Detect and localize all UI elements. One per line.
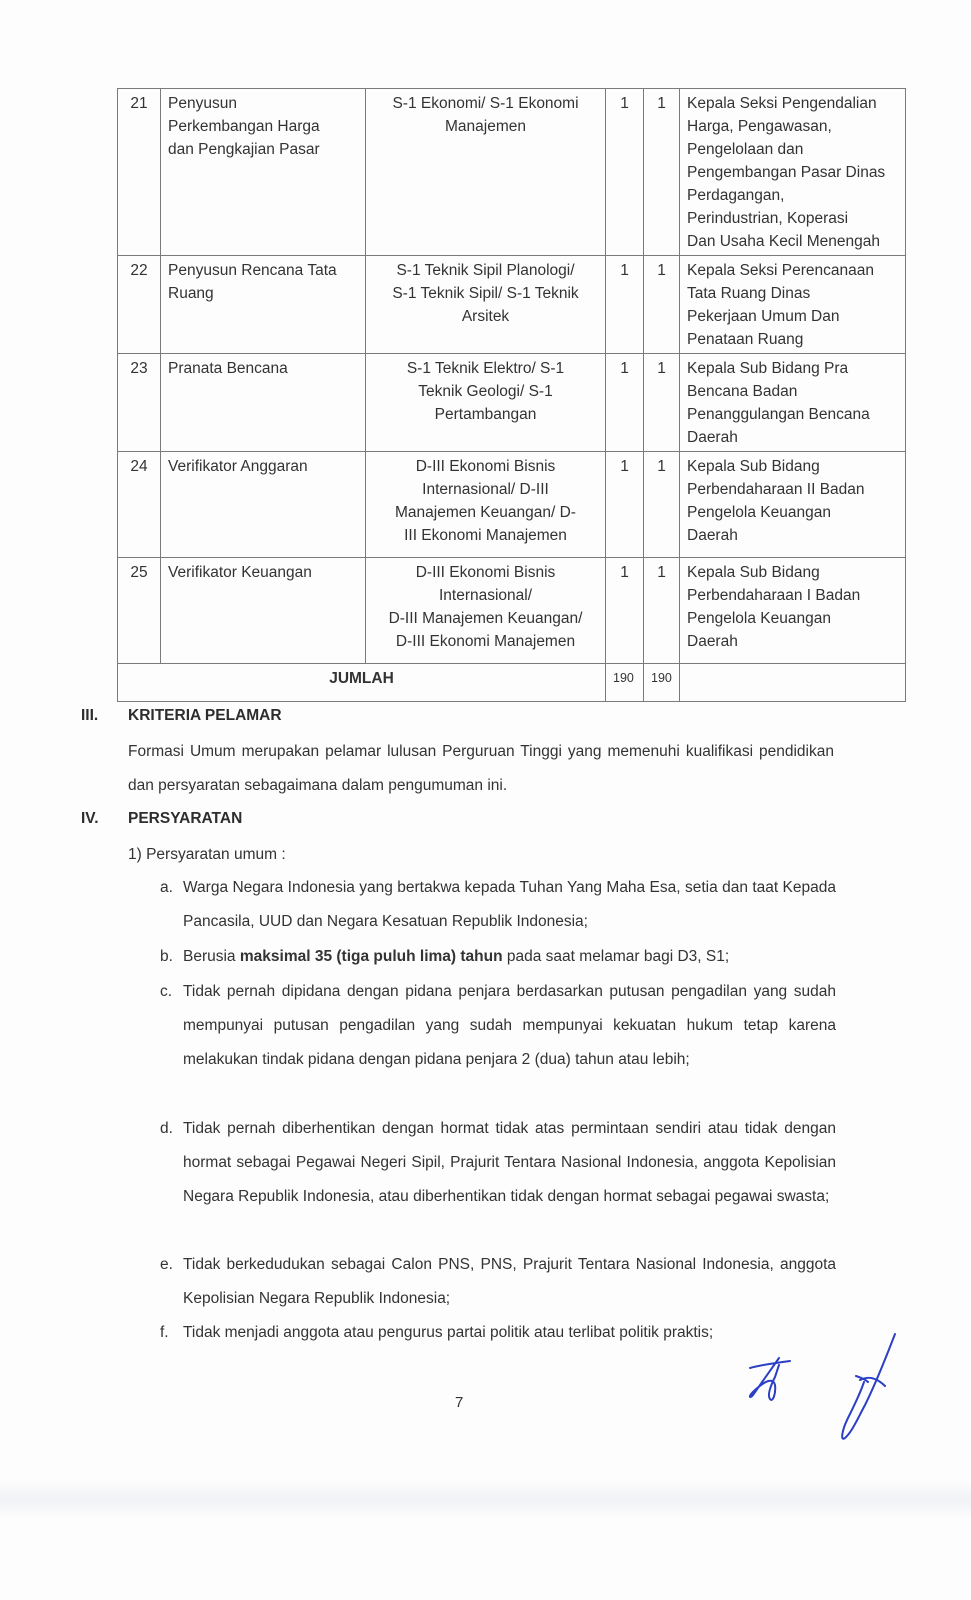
cell-kualifikasi-line: S-1 Teknik Sipil Planologi/ — [396, 262, 575, 279]
cell-kualifikasi-line: D-III Ekonomi Bisnis — [415, 564, 556, 581]
cell-unit-kerja-line: Kepala Sub Bidang Pra — [687, 360, 849, 377]
kriteria-paragraph: Formasi Umum merupakan pelamar lulusan Perguruan Tinggi yang memenuhi kualifikasi pendidikan dan persyaratan sebagaimana dalam pengumuman ini. — [128, 743, 834, 794]
cell-kualifikasi-line: D-III Ekonomi Manajemen — [395, 633, 576, 650]
cell-unit-kerja-line: Daerah — [687, 633, 738, 650]
cell-unit-kerja-line: Perbendaharaan II Badan — [687, 481, 865, 498]
cell-kualifikasi-line: Internasional/ — [438, 587, 533, 604]
cell-kualifikasi — [366, 452, 606, 558]
cell-number: 25 — [118, 558, 161, 664]
item-text-post: pada saat melamar bagi D3, S1; — [502, 948, 730, 965]
cell-unit-kerja-line: Penanggulangan Bencana — [687, 406, 870, 423]
cell-kualifikasi-line: S-1 Teknik Elektro/ S-1 — [406, 360, 565, 377]
table-row — [118, 354, 906, 452]
cell-unit-kerja-line: Kepala Seksi Perencanaan — [687, 262, 874, 279]
table-body — [118, 89, 906, 702]
cell-kualifikasi — [366, 354, 606, 452]
cell-number: 22 — [118, 256, 161, 354]
cell-unit-kerja — [680, 558, 906, 664]
cell-jabatan-line: Verifikator Anggaran — [168, 458, 308, 475]
table-row — [118, 452, 906, 558]
cell-jabatan — [161, 89, 366, 256]
cell-unit-kerja — [680, 452, 906, 558]
item-text-bold: maksimal 35 (tiga puluh lima) tahun — [239, 948, 503, 965]
cell-count-b: 1 — [644, 558, 680, 664]
cell-count-b: 1 — [644, 452, 680, 558]
item-text: Tidak pernah diberhentikan dengan hormat tidak atas permintaan sendiri atau tidak dengan hormat sebagai Pegawai Negeri Sipil, Prajurit Tentara Nasional Indonesia, anggota Kepolisian Negara Republik Indonesia, atau diberhentikan tidak dengan hormat sebagai pegawai swasta; — [183, 1120, 836, 1205]
cell-jabatan — [161, 558, 366, 664]
signature-icon — [830, 1330, 905, 1445]
cell-jabatan-line: Perkembangan Harga — [168, 118, 320, 135]
total-count-a: 190 — [606, 664, 644, 702]
cell-count-a: 1 — [606, 256, 644, 354]
cell-unit-kerja-line: Pekerjaan Umum Dan — [687, 308, 840, 325]
cell-kualifikasi-line: Internasional/ D-III — [422, 481, 549, 498]
cell-unit-kerja — [680, 354, 906, 452]
cell-kualifikasi — [366, 558, 606, 664]
cell-unit-kerja-line: Perbendaharaan I Badan — [687, 587, 861, 604]
section-title: PERSYARATAN — [128, 810, 243, 827]
requirement-item-d — [160, 1112, 836, 1214]
cell-kualifikasi-line: Arsitek — [461, 308, 510, 325]
total-label: JUMLAH — [118, 664, 606, 702]
persyaratan-umum-heading: 1) Persyaratan umum : — [128, 846, 286, 863]
total-row — [118, 664, 906, 702]
cell-kualifikasi-line: III Ekonomi Manajemen — [404, 527, 567, 544]
cell-unit-kerja-line: Kepala Seksi Pengendalian — [687, 95, 877, 112]
cell-unit-kerja-line: Bencana Badan — [687, 383, 798, 400]
cell-jabatan — [161, 354, 366, 452]
total-empty-cell — [680, 664, 906, 702]
table-row — [118, 256, 906, 354]
cell-unit-kerja-line: Daerah — [687, 429, 738, 446]
cell-count-b: 1 — [644, 354, 680, 452]
cell-unit-kerja-line: Kepala Sub Bidang — [687, 458, 820, 475]
item-text: Tidak menjadi anggota atau pengurus partai politik atau terlibat politik praktis; — [183, 1324, 714, 1341]
cell-kualifikasi — [366, 89, 606, 256]
item-text: Tidak berkedudukan sebagai Calon PNS, PNS, Prajurit Tentara Nasional Indonesia, anggota Kepolisian Negara Republik Indonesia; — [183, 1256, 836, 1307]
cell-unit-kerja-line: Pengelola Keuangan — [687, 504, 831, 521]
cell-kualifikasi-line: Pertambangan — [434, 406, 537, 423]
item-letter: c. — [160, 983, 173, 1000]
cell-kualifikasi-line: Teknik Geologi/ S-1 — [418, 383, 553, 400]
cell-kualifikasi-line: D-III Ekonomi Bisnis — [415, 458, 556, 475]
cell-kualifikasi-line: Manajemen — [445, 118, 526, 135]
cell-unit-kerja — [680, 89, 906, 256]
cell-jabatan — [161, 452, 366, 558]
cell-count-b: 1 — [644, 256, 680, 354]
cell-unit-kerja-line: Daerah — [687, 527, 738, 544]
section-number: IV. — [81, 810, 99, 827]
cell-unit-kerja-line: Harga, Pengawasan, — [687, 118, 832, 135]
requirement-item-b — [160, 940, 836, 974]
item-text: Tidak pernah dipidana dengan pidana penjara berdasarkan putusan pengadilan yang sudah mempunyai putusan pengadilan yang sudah mempunyai kekuatan hukum tetap karena melakukan tindak pidana dengan pidana penjara 2 (dua) tahun atau lebih; — [183, 983, 836, 1068]
cell-unit-kerja-line: Dan Usaha Kecil Menengah — [687, 233, 881, 250]
item-letter: a. — [160, 879, 173, 896]
section-title: KRITERIA PELAMAR — [128, 707, 282, 724]
cell-unit-kerja-line: Perindustrian, Koperasi — [687, 210, 849, 227]
cell-jabatan-line: Penyusun — [168, 95, 237, 112]
item-text — [183, 940, 836, 974]
page-number: 7 — [455, 1394, 464, 1411]
requirement-item-e — [160, 1248, 836, 1316]
cell-jabatan — [161, 256, 366, 354]
cell-number: 24 — [118, 452, 161, 558]
cell-kualifikasi — [366, 256, 606, 354]
cell-jabatan-line: Verifikator Keuangan — [168, 564, 312, 581]
cell-jabatan-line: Ruang — [168, 285, 214, 302]
requirement-item-f — [160, 1316, 836, 1350]
cell-unit-kerja-line: Penataan Ruang — [687, 331, 804, 348]
cell-unit-kerja-line: Kepala Sub Bidang — [687, 564, 820, 581]
section-number: III. — [81, 707, 99, 724]
cell-kualifikasi-line: S-1 Ekonomi/ S-1 Ekonomi — [392, 95, 579, 112]
cell-kualifikasi-line: S-1 Teknik Sipil/ S-1 Teknik — [392, 285, 579, 302]
cell-jabatan-line: Pranata Bencana — [168, 360, 288, 377]
cell-count-a: 1 — [606, 558, 644, 664]
requirement-item-a — [160, 871, 836, 939]
table-row — [118, 558, 906, 664]
item-letter: f. — [160, 1324, 169, 1341]
cell-kualifikasi-line: D-III Manajemen Keuangan/ — [388, 610, 583, 627]
item-letter: b. — [160, 948, 173, 965]
item-text: Warga Negara Indonesia yang bertakwa kepada Tuhan Yang Maha Esa, setia dan taat Kepada Pancasila, UUD dan Negara Kesatuan Republik Indonesia; — [183, 879, 836, 930]
cell-count-a: 1 — [606, 452, 644, 558]
table-row — [118, 89, 906, 256]
item-letter: e. — [160, 1256, 173, 1273]
cell-count-a: 1 — [606, 89, 644, 256]
cell-count-a: 1 — [606, 354, 644, 452]
cell-unit-kerja-line: Perdagangan, — [687, 187, 785, 204]
formasi-table — [117, 88, 906, 702]
cell-unit-kerja-line: Pengembangan Pasar Dinas — [687, 164, 886, 181]
cell-number: 21 — [118, 89, 161, 256]
scan-shadow — [0, 1480, 971, 1520]
item-text-pre: Berusia — [183, 948, 240, 965]
cell-jabatan-line: dan Pengkajian Pasar — [168, 141, 320, 158]
cell-number: 23 — [118, 354, 161, 452]
cell-unit-kerja — [680, 256, 906, 354]
total-count-b: 190 — [644, 664, 680, 702]
cell-count-b: 1 — [644, 89, 680, 256]
cell-unit-kerja-line: Pengelolaan dan — [687, 141, 804, 158]
item-letter: d. — [160, 1120, 173, 1137]
requirement-item-c — [160, 975, 836, 1077]
cell-kualifikasi-line: Manajemen Keuangan/ D- — [395, 504, 576, 521]
cell-jabatan-line: Penyusun Rencana Tata — [168, 262, 337, 279]
cell-unit-kerja-line: Tata Ruang Dinas — [687, 285, 811, 302]
initial-signature-icon — [745, 1355, 800, 1405]
cell-unit-kerja-line: Pengelola Keuangan — [687, 610, 831, 627]
